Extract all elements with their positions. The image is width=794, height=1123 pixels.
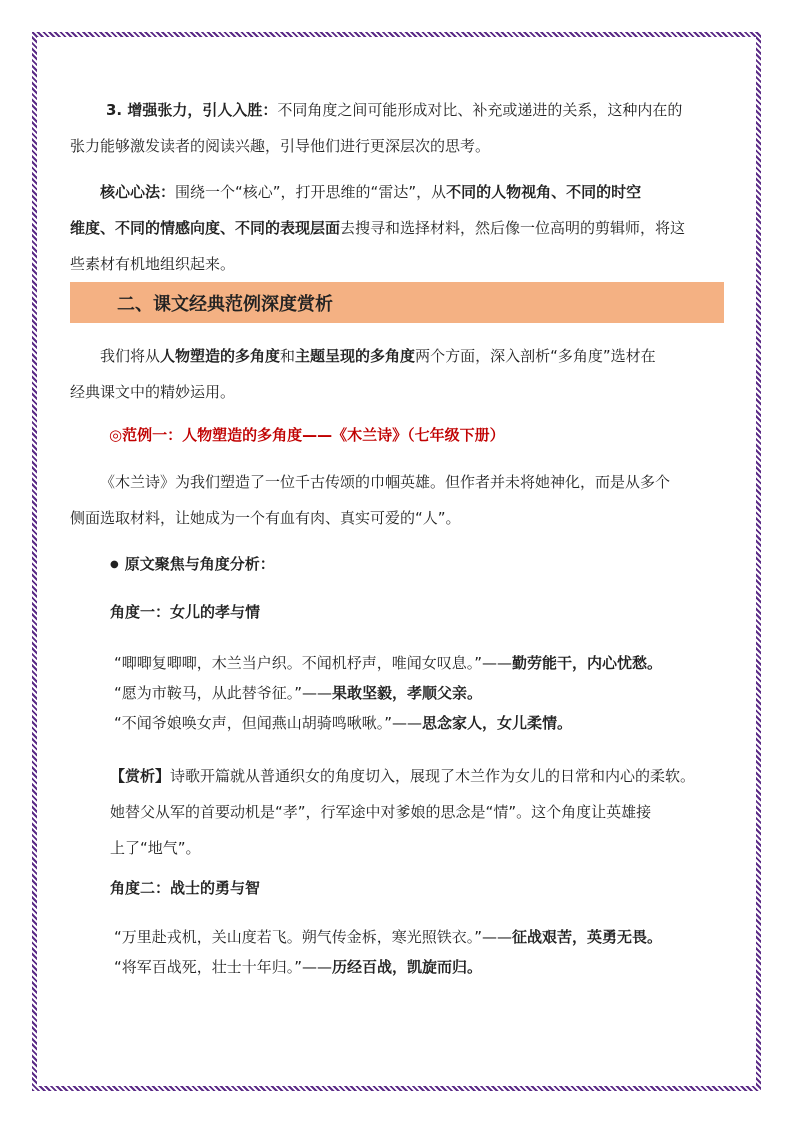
angle1-analysis: [110, 758, 740, 866]
quote-line: “愿为市鞍马，从此替爷征。”——: [114, 684, 333, 702]
bullet-dot: ●: [110, 558, 119, 570]
paragraph-example1-intro: [70, 464, 724, 536]
angle1-quotes: [114, 648, 734, 738]
section-banner: [70, 282, 724, 323]
angle2-quotes: [114, 922, 734, 982]
quote-note: 勤劳能干，内心忧愁。: [512, 654, 663, 672]
core-s2: 去搜寻和选择材料，然后像一位高明的剪辑师，将这: [340, 219, 686, 237]
core-lead: 核心心法：: [100, 183, 176, 201]
angle2-title: 角度二：战士的勇与智: [110, 879, 261, 897]
bullet-text: 原文聚焦与角度分析：: [124, 555, 275, 573]
quote-note: 思念家人，女儿柔情。: [422, 714, 573, 732]
para3-text1: 不同角度之间可能形成对比、补充或递进的关系，这种内在的: [277, 101, 683, 119]
example1-intro-l2: 侧面选取材料，让她成为一个有血有肉、真实可爱的“人”。: [70, 509, 461, 527]
core-s3: 些素材有机地组织起来。: [70, 255, 236, 273]
intro-s1: 我们将从: [100, 347, 161, 365]
bullet-item: [110, 552, 710, 577]
paragraph-intro: [70, 338, 724, 410]
intro-b1: 人物塑造的多角度: [160, 347, 281, 365]
quote-line: “不闻爷娘唤女声，但闻燕山胡骑鸣啾啾。”——: [114, 714, 423, 732]
angle2-block: [110, 876, 730, 900]
quote-note: 历经百战，凯旋而归。: [332, 958, 483, 976]
analysis-l3: 上了“地气”。: [110, 839, 201, 857]
example1-heading: ◎范例一：人物塑造的多角度——《木兰诗》（七年级下册）: [109, 426, 505, 444]
quote-line: “万里赴戎机，关山度若飞。朔气传金柝，寒光照铁衣。”——: [114, 928, 513, 946]
core-b1: 不同的人物视角、不同的时空: [446, 183, 642, 201]
analysis-l1: 诗歌开篇就从普通织女的角度切入，展现了木兰作为女儿的日常和内心的柔软。: [170, 767, 696, 785]
intro-s2: 和: [280, 347, 296, 365]
quote-line: “唧唧复唧唧，木兰当户织。不闻机杼声，唯闻女叹息。”——: [114, 654, 513, 672]
para3-lead: 3. 增强张力，引人入胜：: [106, 101, 278, 119]
paragraph-tension: [70, 92, 724, 164]
analysis-tag: 【赏析】: [110, 767, 171, 785]
example1-intro-l1: 《木兰诗》为我们塑造了一位千古传颂的巾帼英雄。但作者并未将她神化，而是从多个: [100, 473, 671, 491]
quote-line: “将军百战死，壮士十年归。”——: [114, 958, 333, 976]
quote-note: 征战艰苦，英勇无畏。: [512, 928, 663, 946]
core-s1: 围绕一个“核心”，打开思维的“雷达”，从: [175, 183, 447, 201]
intro-s3: 两个方面，深入剖析“多角度”选材在: [415, 347, 656, 365]
intro-b2: 主题呈现的多角度: [295, 347, 416, 365]
para3-text2: 张力能够激发读者的阅读兴趣，引导他们进行更深层次的思考。: [70, 137, 491, 155]
angle1-title: 角度一：女儿的孝与情: [110, 603, 261, 621]
paragraph-core-method: [70, 174, 724, 282]
example1-heading-wrap: [109, 424, 729, 445]
analysis-l2: 她替父从军的首要动机是“孝”，行军途中对爹娘的思念是“情”。这个角度让英雄接: [110, 803, 652, 821]
angle1-block: [110, 600, 730, 624]
quote-note: 果敢坚毅，孝顺父亲。: [332, 684, 483, 702]
intro-s4: 经典课文中的精妙运用。: [70, 383, 236, 401]
section-title: 二、课文经典范例深度赏析: [117, 294, 333, 315]
core-b2: 维度、不同的情感向度、不同的表现层面: [70, 219, 341, 237]
